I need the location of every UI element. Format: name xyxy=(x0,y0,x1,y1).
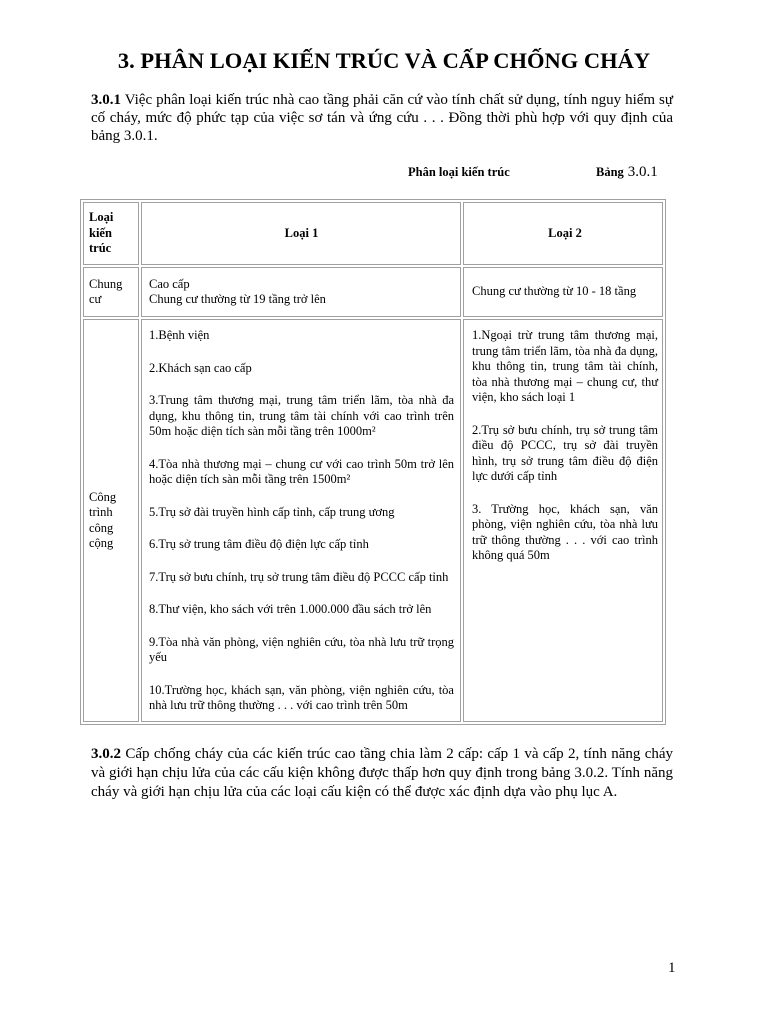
list-item: 2.Khách sạn cao cấp xyxy=(149,360,252,375)
section-3-0-1-number: 3.0.1 xyxy=(91,92,121,108)
list-item: 6.Trụ sở trung tâm điều độ điện lực cấp tỉnh xyxy=(149,537,369,551)
list-item: 1.Ngoại trừ trung tâm thương mại, trung tâm triển lãm, tòa nhà đa dụng, khu thông tin, trung tâm tài chính, tòa nhà thương mại – chung cư, thư viện, kho sách loại 1 xyxy=(472,328,658,404)
list-item: 7.Trụ sở bưu chính, trụ sở trung tâm điều độ PCCC cấp tỉnh xyxy=(149,569,449,584)
table-row-2-type-1 xyxy=(141,319,461,722)
list-item: 10.Trường học, khách sạn, văn phòng, viện nghiên cứu, tòa nhà lưu trữ thông thường . . . với cao trình trên 50m xyxy=(149,682,454,712)
section-3-0-2-text: Cấp chống cháy của các kiến trúc cao tầng chia làm 2 cấp: cấp 1 và cấp 2, tính năng cháy và giới hạn chịu lửa của các cấu kiện không được thấp hơn quy định trong bảng 3.0.2. Tính năng cháy và giới hạn chịu lửa của các loại cấu kiện có thể được xác định dựa vào phụ lục A. xyxy=(91,746,674,800)
table-row-1-category-label: Chung cư xyxy=(89,276,123,306)
table-row-2-category-label: Công trình công cộng xyxy=(89,489,117,550)
section-3-0-1-paragraph xyxy=(91,91,673,145)
page-title: 3. PHÂN LOẠI KIẾN TRÚC VÀ CẤP CHỐNG CHÁY xyxy=(117,48,651,73)
table-row-1-type-1-line: Chung cư thường từ 19 tầng trở lên xyxy=(149,292,326,306)
table-header-category xyxy=(83,202,139,265)
list-item: 4.Tòa nhà thương mại – chung cư với cao trình 50m trở lên hoặc diện tích sàn mỗi tầng trên 1500m² xyxy=(149,456,454,486)
table-row-1-type-2-line: Chung cư thường từ 10 - 18 tầng xyxy=(472,284,637,299)
table-row-2-type-2 xyxy=(463,319,663,722)
table-row-1-category xyxy=(83,267,139,317)
table-caption-label xyxy=(596,163,658,181)
section-3-0-2-number: 3.0.2 xyxy=(91,746,121,762)
page-number: 1 xyxy=(668,960,676,976)
table-header-type-2 xyxy=(463,202,663,265)
section-3-0-1-text: Việc phân loại kiến trúc nhà cao tầng phải căn cứ vào tính chất sử dụng, tính nguy hiểm sự cố cháy, mức độ phức tạp của việc sơ tán và ứng cứu . . . Đồng thời phù hợp với quy định của bảng 3.0.1. xyxy=(91,92,673,144)
table-row-1-type-1 xyxy=(141,267,461,317)
list-item: 3.Trung tâm thương mại, trung tâm triển lãm, tòa nhà đa dụng, khu thông tin, trung tâm tài chính với cao trình trên 50m hoặc diện tích sàn mỗi tầng trên 1000m² xyxy=(149,393,454,438)
table-caption-label-number: 3.0.1 xyxy=(627,164,658,180)
table-header-type-1 xyxy=(141,202,461,265)
list-item: 5.Trụ sở đài truyền hình cấp tỉnh, cấp trung ương xyxy=(149,504,395,519)
table-row-2-category xyxy=(83,319,139,722)
table-header-type-2-label: Loại 2 xyxy=(548,225,582,240)
table-header-category-label: Loại kiến trúc xyxy=(89,210,114,256)
table-row-1-type-2 xyxy=(463,267,663,317)
list-item: 1.Bệnh viện xyxy=(149,328,210,342)
table-header-type-1-label: Loại 1 xyxy=(284,225,319,240)
table-caption xyxy=(0,163,768,181)
table-row-1-type-1-line: Cao cấp xyxy=(149,276,190,291)
list-item: 9.Tòa nhà văn phòng, viện nghiên cứu, tòa nhà lưu trữ trọng yếu xyxy=(149,634,454,664)
list-item: 2.Trụ sở bưu chính, trụ sở trung tâm điều độ PCCC, trụ sở đài truyền hình, trụ sở trung tâm điều độ điện lực dưới cấp tỉnh xyxy=(472,422,658,483)
table-caption-label-word: Bảng xyxy=(596,165,624,179)
list-item: 3. Trường học, khách sạn, văn phòng, viện nghiên cứu, tòa nhà lưu trữ thông thường . . . với cao trình không quá 50m xyxy=(472,501,658,562)
section-3-0-2-paragraph xyxy=(91,745,673,802)
list-item: 8.Thư viện, kho sách với trên 1.000.000 đầu sách trở lên xyxy=(149,602,432,616)
architecture-classification-table xyxy=(80,199,666,725)
table-caption-title: Phân loại kiến trúc xyxy=(408,165,510,179)
